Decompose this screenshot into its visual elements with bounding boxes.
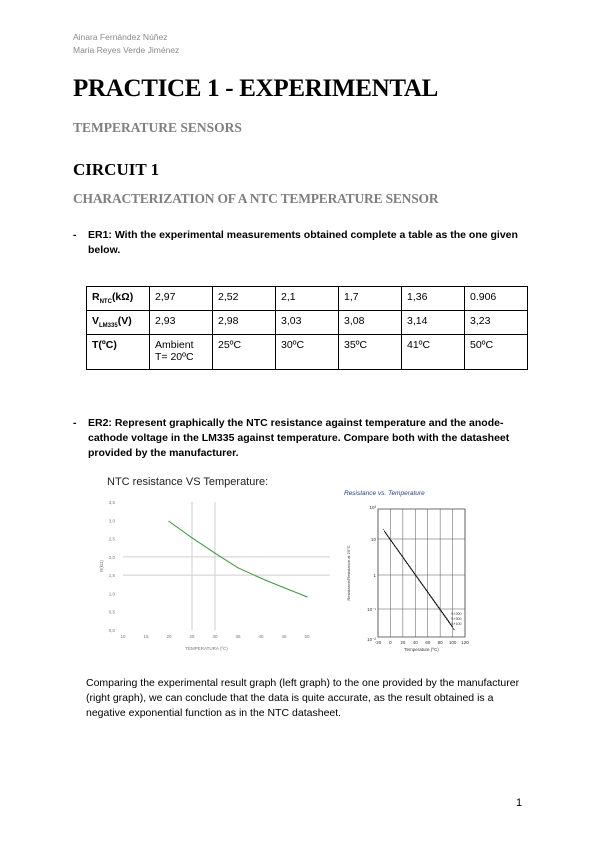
x-tick-label: 40	[412, 640, 418, 645]
x-tick-label: 60	[425, 640, 431, 645]
y-tick-label: 2,5	[108, 536, 115, 542]
y-tick-label: 0,0	[108, 628, 115, 633]
x-tick-label: 20	[166, 634, 172, 639]
row-label-voltage: $V_{LM335}(V)$	[87, 311, 150, 335]
legend-entry: S+300	[451, 617, 462, 621]
y-axis-label: Resistance/Resistance at 25°C	[346, 545, 351, 601]
y-tick-label: 3,5	[108, 500, 115, 505]
page-subtitle: TEMPERATURE SENSORS	[73, 120, 242, 135]
author-2: Maria Reyes Verde Jiménez	[73, 44, 180, 55]
table-cell: 30ºC	[276, 335, 339, 370]
table-cell: 41ºC	[402, 335, 465, 370]
x-tick-label: -20	[374, 640, 382, 645]
data-point	[306, 596, 307, 597]
x-tick-label: 15	[143, 634, 149, 639]
measurements-table	[86, 286, 528, 370]
data-point	[191, 537, 192, 538]
y-tick-label: 10	[370, 537, 376, 542]
data-point	[214, 553, 215, 554]
x-tick-label: 35	[235, 634, 241, 639]
table-cell: 2,52	[213, 287, 276, 311]
x-tick-label: 20	[400, 640, 406, 645]
y-tick-label: 1,5	[108, 573, 115, 579]
row-label-temperature: T(ºC)	[87, 335, 150, 370]
y-tick-label: 1,0	[108, 591, 115, 597]
table-row-resistance	[87, 287, 528, 311]
circuit-subtitle: CHARACTERIZATION OF A NTC TEMPERATURE SENSOR	[73, 191, 439, 206]
ntc-resistance-chart	[95, 492, 340, 657]
y-tick-label: 3,0	[108, 518, 115, 524]
y-tick-label: 10⁻²	[367, 637, 376, 642]
table-cell: 3,23	[465, 311, 528, 335]
table-cell: 2,97	[150, 287, 213, 311]
data-point	[265, 580, 266, 581]
er2-text: ER2: Represent graphically the NTC resistance against temperature and the anode-cathode voltage in the LM335 against temperature. Compare both with the datasheet provided by the manufacturer.	[88, 417, 510, 459]
circuit-title: CIRCUIT 1	[73, 160, 160, 179]
y-tick-label: 1	[373, 573, 376, 578]
table-cell: 1,7	[339, 287, 402, 311]
table-row-temperature	[87, 335, 528, 370]
er2-bullet: -	[73, 417, 77, 429]
er1-text: ER1: With the experimental measurements obtained complete a table as the one given below.	[88, 229, 518, 256]
chart-title: NTC resistance VS Temperature:	[107, 476, 269, 488]
series-line-ntc	[169, 521, 307, 596]
x-tick-label: 100	[448, 640, 457, 645]
table-cell: 3,08	[339, 311, 402, 335]
table-cell: 2,98	[213, 311, 276, 335]
x-axis-label: Temperature (ºC)	[404, 647, 439, 652]
row-label-resistance: $R_{NTC}(k\Omega)$	[87, 287, 150, 311]
datasheet-chart	[340, 497, 480, 662]
x-tick-label: 30	[212, 634, 218, 639]
data-point	[237, 567, 238, 568]
x-tick-label: 80	[437, 640, 443, 645]
table-cell: 0.906	[465, 287, 528, 311]
er2-task	[73, 416, 528, 461]
x-tick-label: 0	[389, 640, 392, 645]
table-cell: 1,36	[402, 287, 465, 311]
x-axis-label: TEMPERATURA (ºC)	[185, 646, 228, 651]
x-tick-label: 10	[120, 634, 126, 639]
page-number: 1	[516, 797, 523, 809]
table-cell: 35ºC	[339, 335, 402, 370]
table-cell: 2,1	[276, 287, 339, 311]
y-tick-label: 10³	[369, 505, 376, 510]
authors	[73, 31, 179, 56]
legend-entry: S+100	[451, 622, 462, 626]
y-tick-label: 2,0	[108, 554, 115, 560]
datasheet-chart-title: Resistance vs. Temperature	[344, 490, 425, 497]
x-tick-label: 40	[258, 634, 264, 639]
data-point	[168, 521, 169, 522]
er1-task	[73, 228, 528, 258]
legend-entry: S+200	[451, 612, 462, 616]
x-tick-label: 25	[189, 634, 195, 639]
y-tick-label: 0,5	[108, 609, 115, 615]
table-cell: 3,03	[276, 311, 339, 335]
er1-bullet: -	[73, 229, 77, 241]
y-axis-label: R(kΩ)	[99, 560, 104, 572]
x-tick-label: 120	[461, 640, 469, 645]
table-cell: 2,93	[150, 311, 213, 335]
table-cell: 3,14	[402, 311, 465, 335]
x-tick-label: 45	[281, 634, 287, 639]
table-cell: 50ºC	[465, 335, 528, 370]
conclusion-paragraph: Comparing the experimental result graph (left graph) to the one provided by the manufacturer (right graph), we can conclude that the data is quite accurate, as the result obtained is a negative exponential function as in the NTC datasheet.	[86, 677, 520, 719]
page-title: PRACTICE 1 - EXPERIMENTAL	[73, 75, 438, 102]
y-tick-label: 10⁻¹	[367, 607, 376, 612]
author-1: Ainara Fernández Núñez	[73, 32, 168, 42]
table-cell: 25ºC	[213, 335, 276, 370]
x-tick-label: 50	[304, 634, 310, 639]
table-row-voltage	[87, 311, 528, 335]
table-cell: Ambient T= 20ºC	[150, 335, 213, 370]
